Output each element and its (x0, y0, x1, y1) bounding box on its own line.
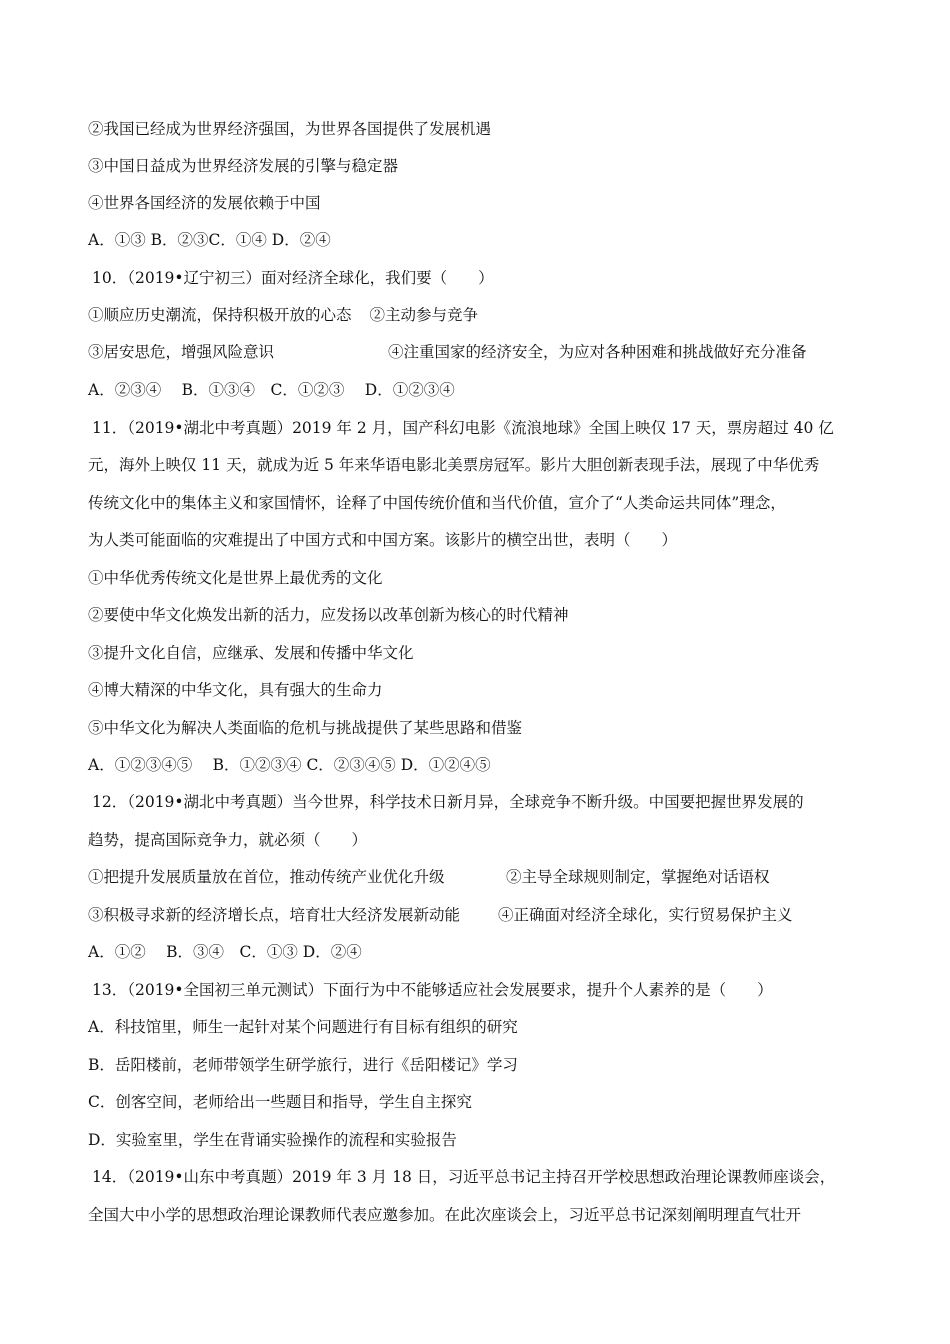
q10-stem: 10．（2019•辽宁初三）面对经济全球化，我们要（ ） (92, 269, 494, 287)
q11-statement-5: ⑤中华文化为解决人类面临的危机与挑战提供了某些思路和借鉴 (88, 719, 523, 737)
q13-option-c: C．创客空间，老师给出一些题目和指导，学生自主探究 (88, 1093, 472, 1111)
q9-statement-3: ③中国日益成为世界经济发展的引擎与稳定器 (88, 157, 399, 175)
q11-statement-3: ③提升文化自信，应继承、发展和传播中华文化 (88, 644, 414, 662)
q12-statement-2: ②主导全球规则制定，掌握绝对话语权 (506, 868, 770, 886)
q10-statement-2: ②主动参与竞争 (369, 306, 479, 324)
q11-statement-4: ④博大精深的中华文化，具有强大的生命力 (88, 681, 383, 699)
q11-stem-line-2: 元，海外上映仅 11 天，就成为近 5 年来华语电影北美票房冠军。影片大胆创新表现手法，展现了中华优秀 (88, 456, 820, 474)
q12-statement-4: ④正确面对经济全球化，实行贸易保护主义 (498, 906, 793, 924)
q12-stem-line-2: 趋势，提高国际竞争力，就必须（ ） (88, 831, 368, 849)
q10-statements-row1 (88, 305, 478, 325)
q12-statements-row2 (88, 905, 793, 925)
q13-option-b: B．岳阳楼前，老师带领学生研学旅行，进行《岳阳楼记》学习 (88, 1056, 518, 1074)
q11-statement-1: ①中华优秀传统文化是世界上最优秀的文化 (88, 569, 383, 587)
q12-statement-1: ①把提升发展质量放在首位，推动传统产业优化升级 (88, 868, 445, 886)
q9-statement-2: ②我国已经成为世界经济强国，为世界各国提供了发展机遇 (88, 120, 492, 138)
q14-stem-line-2: 全国大中小学的思想政治理论课教师代表应邀参加。在此次座谈会上，习近平总书记深刻阐明理直气壮开 (88, 1206, 802, 1224)
q11-options: A．①②③④⑤ B．①②③④ C．②③④⑤ D．①②④⑤ (88, 756, 491, 774)
q10-statement-3: ③居安思危，增强风险意识 (88, 343, 275, 361)
q13-stem: 13．（2019•全国初三单元测试）下面行为中不能够适应社会发展要求，提升个人素养的是（ ） (92, 981, 773, 999)
q9-options: A．①③ B．②③C．①④ D．②④ (88, 231, 331, 249)
q11-stem-line-1: 11．（2019•湖北中考真题）2019 年 2 月，国产科幻电影《流浪地球》全国上映仅 17 天，票房超过 40 亿 (92, 419, 834, 437)
q12-statements-row1 (88, 867, 770, 887)
q10-statements-row2 (88, 342, 807, 362)
q10-statement-4: ④注重国家的经济安全，为应对各种困难和挑战做好充分准备 (388, 343, 807, 361)
q12-statement-3: ③积极寻求新的经济增长点，培育壮大经济发展新动能 (88, 906, 461, 924)
q11-statement-2: ②要使中华文化焕发出新的活力，应发扬以改革创新为核心的时代精神 (88, 606, 569, 624)
q11-stem-line-4: 为人类可能面临的灾难提出了中国方式和中国方案。该影片的横空出世，表明（ ） (88, 531, 678, 549)
q13-option-d: D．实验室里，学生在背诵实验操作的流程和实验报告 (88, 1131, 457, 1149)
q9-statement-4: ④世界各国经济的发展依赖于中国 (88, 194, 321, 212)
q12-options: A．①② B．③④ C．①③ D．②④ (88, 943, 362, 961)
q13-option-a: A．科技馆里，师生一起针对某个问题进行有目标有组织的研究 (88, 1018, 518, 1036)
q10-statement-1: ①顺应历史潮流，保持积极开放的心态 (88, 306, 352, 324)
q14-stem-line-1: 14．（2019•山东中考真题）2019 年 3 月 18 日，习近平总书记主持召开学校思想政治理论课教师座谈会， (92, 1168, 836, 1186)
q11-stem-line-3: 传统文化中的集体主义和家国情怀，诠释了中国传统价值和当代价值，宣介了“人类命运共同体”理念， (88, 494, 786, 512)
q10-options: A．②③④ B．①③④ C．①②③ D．①②③④ (88, 381, 455, 399)
q12-stem-line-1: 12．（2019•湖北中考真题）当今世界，科学技术日新月异，全球竞争不断升级。中国要把握世界发展的 (92, 793, 804, 811)
